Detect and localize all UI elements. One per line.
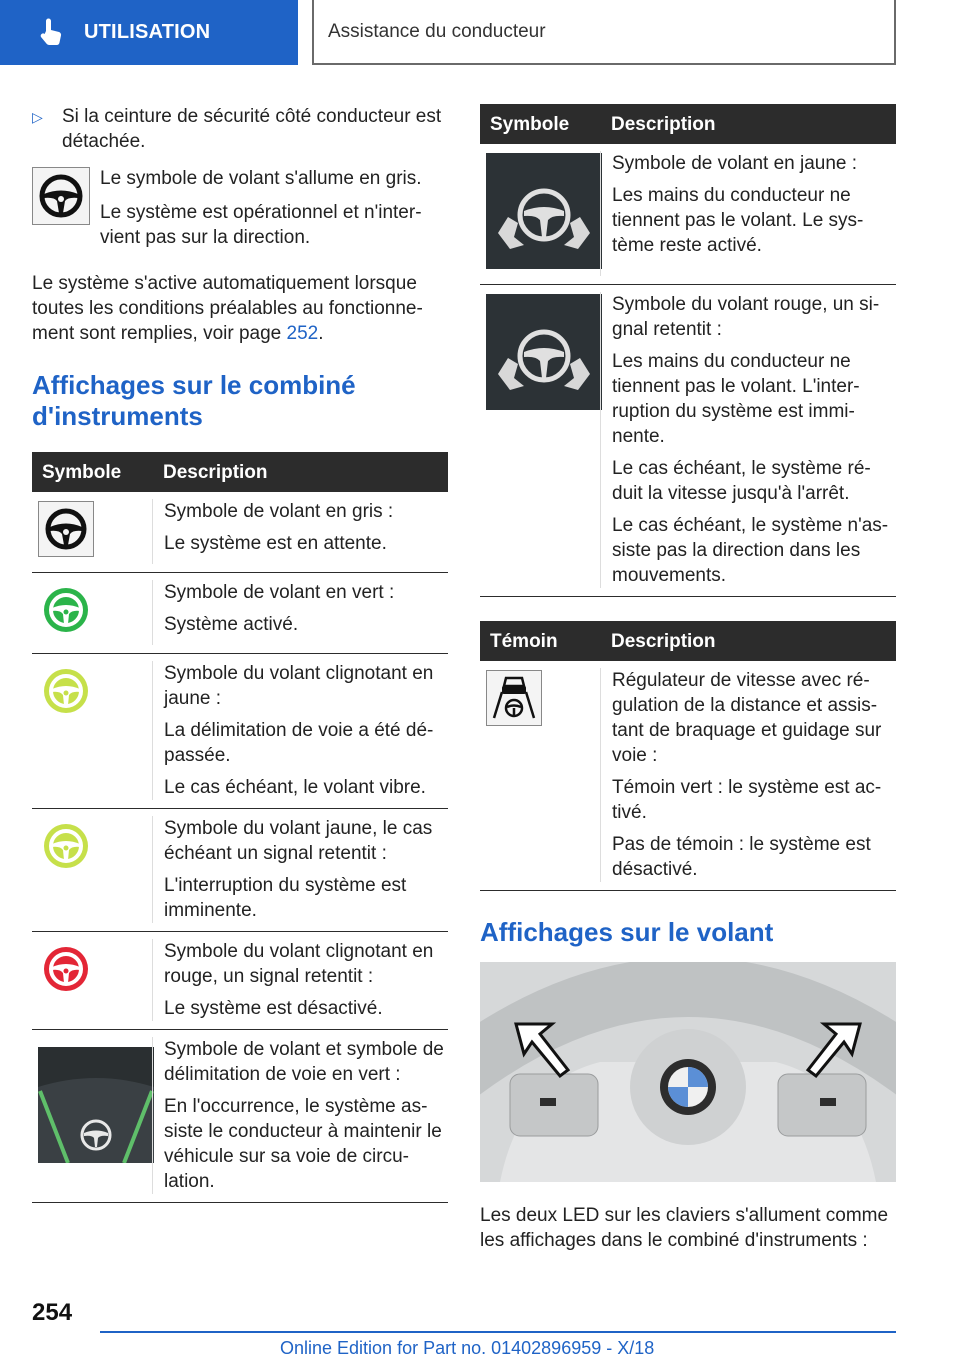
- header-chapter-title: Assistance du conducteur: [328, 21, 546, 42]
- bullet-item: [32, 104, 448, 154]
- row-line: Symbole de volant en vert :: [164, 582, 395, 603]
- left-column: [32, 104, 448, 1203]
- hands-off-table: [480, 104, 896, 597]
- table-row: [32, 654, 448, 809]
- instrument-symbols-table: [32, 452, 448, 1203]
- row-line: Symbole de volant et symbole de délimitation de voie en vert :: [164, 1039, 444, 1085]
- table-row: [480, 285, 896, 597]
- intro-paragraph-text: Le système s'active automatiquement lorsque toutes les conditions préalables au fonctionne-ment sont remplies, voir page: [32, 273, 423, 344]
- table-row: [32, 1030, 448, 1203]
- table-row: [480, 144, 896, 285]
- figure-caption: Les deux LED sur les claviers s'allument comme les affichages dans le combiné d'instruments :: [480, 1205, 889, 1251]
- footer-edition: Online Edition for Part no. 01402896959 - X/18: [280, 1338, 655, 1358]
- steering-wheel-yellow-flashing-icon: [38, 663, 94, 719]
- page-number: 254: [32, 1299, 73, 1326]
- hands-off-red-icon: [486, 294, 602, 410]
- row-line: Témoin vert : le système est ac-tivé.: [612, 777, 882, 823]
- row-line: Le cas échéant, le système n'as-siste pas la direction dans les mouvements.: [612, 515, 889, 586]
- triangle-bullet-icon: ▷: [32, 109, 43, 125]
- hands-off-yellow-icon: [486, 153, 602, 269]
- row-line: Système activé.: [164, 614, 299, 635]
- intro-paragraph-end: .: [318, 323, 324, 344]
- row-line: Pas de témoin : le système est désactivé.: [612, 834, 871, 880]
- header-section-tab[interactable]: [0, 0, 298, 65]
- table-row: [32, 573, 448, 654]
- footer-divider: [100, 1331, 896, 1333]
- row-line: Symbole du volant jaune, le cas échéant un signal retentit :: [164, 818, 433, 864]
- row-line: L'interruption du système est imminente.: [164, 875, 407, 921]
- column-header-description: Description: [611, 630, 716, 652]
- row-line: Symbole de volant en gris :: [164, 501, 394, 522]
- column-header-symbol: Symbole: [490, 113, 570, 135]
- row-line: Symbole du volant clignotant en jaune :: [164, 663, 434, 709]
- row-line: La délimitation de voie a été dé-passée.: [164, 720, 434, 766]
- cruise-control-lane-icon: [486, 670, 542, 726]
- lane-scene-icon: [38, 1047, 154, 1163]
- header-chapter: [312, 0, 896, 65]
- table-header: [480, 104, 896, 144]
- row-line: Les mains du conducteur ne tiennent pas le volant. Le sys-tème reste activé.: [612, 185, 864, 256]
- steering-wheel-photo: [480, 962, 896, 1182]
- steering-wheel-red-icon: [38, 941, 94, 997]
- steering-wheel-gray-icon: [38, 501, 94, 557]
- column-header-symbol: Symbole: [42, 461, 122, 483]
- steering-wheel-yellow-icon: [38, 818, 94, 874]
- intro-icon-line-1: Le symbole de volant s'allume en gris.: [100, 168, 422, 189]
- row-line: Symbole du volant clignotant en rouge, un signal retentit :: [164, 941, 434, 987]
- intro-paragraph: [32, 271, 448, 346]
- row-line: En l'occurrence, le système as-siste le conducteur à maintenir le véhicule sur sa voie de circu-lation.: [164, 1096, 442, 1192]
- table-header: [480, 621, 896, 661]
- row-line: Les mains du conducteur ne tiennent pas le volant. L'inter-ruption du système est immi-nente.: [612, 351, 860, 447]
- steering-wheel-green-icon: [38, 582, 94, 638]
- column-header-indicator: Témoin: [490, 630, 558, 652]
- row-line: Le cas échéant, le volant vibre.: [164, 777, 426, 798]
- row-line: Le système est en attente.: [164, 533, 387, 554]
- row-line: Symbole de volant en jaune :: [612, 153, 858, 174]
- table-row: [480, 661, 896, 891]
- page-reference-link[interactable]: 252: [286, 323, 319, 344]
- right-column: [480, 104, 896, 1253]
- row-line: Le système est désactivé.: [164, 998, 383, 1019]
- hand-pointer-icon: [34, 16, 68, 50]
- section-heading-steering-wheel: Affichages sur le volant: [480, 917, 774, 947]
- indicator-table: [480, 621, 896, 891]
- column-header-description: Description: [611, 113, 716, 135]
- row-line: Régulateur de vitesse avec ré-gulation de la distance et assis-tant de braquage et guidage sur voie :: [612, 670, 882, 766]
- bullet-text: Si la ceinture de sécurité côté conducteur est détachée.: [62, 106, 442, 152]
- intro-icon-line-2: Le système est opérationnel et n'inter-vient pas sur la direction.: [100, 202, 422, 248]
- table-header: [32, 452, 448, 492]
- steering-wheel-gray-icon: [32, 167, 90, 225]
- header-section-label: UTILISATION: [84, 21, 211, 43]
- table-row: [32, 492, 448, 573]
- section-heading-instruments: Affichages sur le combiné d'instruments: [32, 370, 356, 431]
- row-line: Le cas échéant, le système ré-duit la vitesse jusqu'à l'arrêt.: [612, 458, 871, 504]
- table-row: [32, 809, 448, 932]
- table-row: [32, 932, 448, 1030]
- intro-icon-row: [32, 166, 448, 259]
- column-header-description: Description: [163, 461, 268, 483]
- row-line: Symbole du volant rouge, un si-gnal retentit :: [612, 294, 880, 340]
